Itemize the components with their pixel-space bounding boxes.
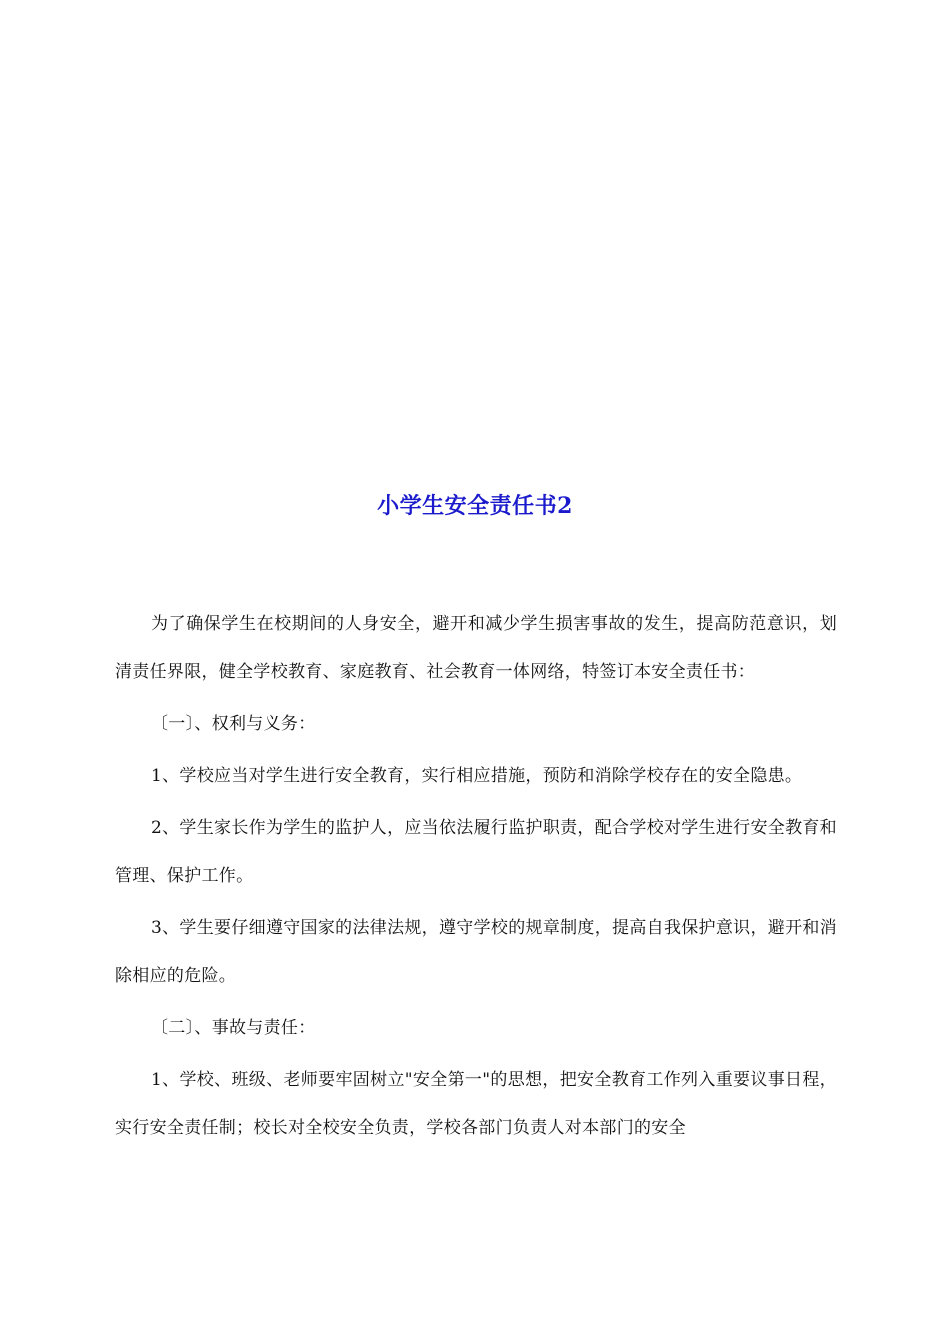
paragraph-rights-2: 2、学生家长作为学生的监护人，应当依法履行监护职责，配合学校对学生进行安全教育和管理、保护工作。 bbox=[115, 818, 837, 886]
paragraph-rights-3: 3、学生要仔细遵守国家的法律法规，遵守学校的规章制度，提高自我保护意识，避开和消除相应的危险。 bbox=[115, 918, 837, 986]
document-title: 小学生安全责任书2 bbox=[377, 493, 573, 519]
document-body bbox=[115, 600, 837, 1156]
section-heading-accidents: 〔二〕、事故与责任： bbox=[151, 1018, 316, 1038]
paragraph-accidents-1: 1、学校、班级、老师要牢固树立"安全第一"的思想，把安全教育工作列入重要议事日程，实行安全责任制；校长对全校安全负责，学校各部门负责人对本部门的安全 bbox=[115, 1070, 837, 1138]
section-heading-rights: 〔一〕、权利与义务： bbox=[151, 714, 316, 734]
paragraph-rights-1: 1、学校应当对学生进行安全教育，实行相应措施，预防和消除学校存在的安全隐患。 bbox=[151, 766, 803, 786]
paragraph-intro: 为了确保学生在校期间的人身安全，避开和减少学生损害事故的发生，提高防范意识，划清责任界限，健全学校教育、家庭教育、社会教育一体网络，特签订本安全责任书： bbox=[115, 614, 837, 682]
